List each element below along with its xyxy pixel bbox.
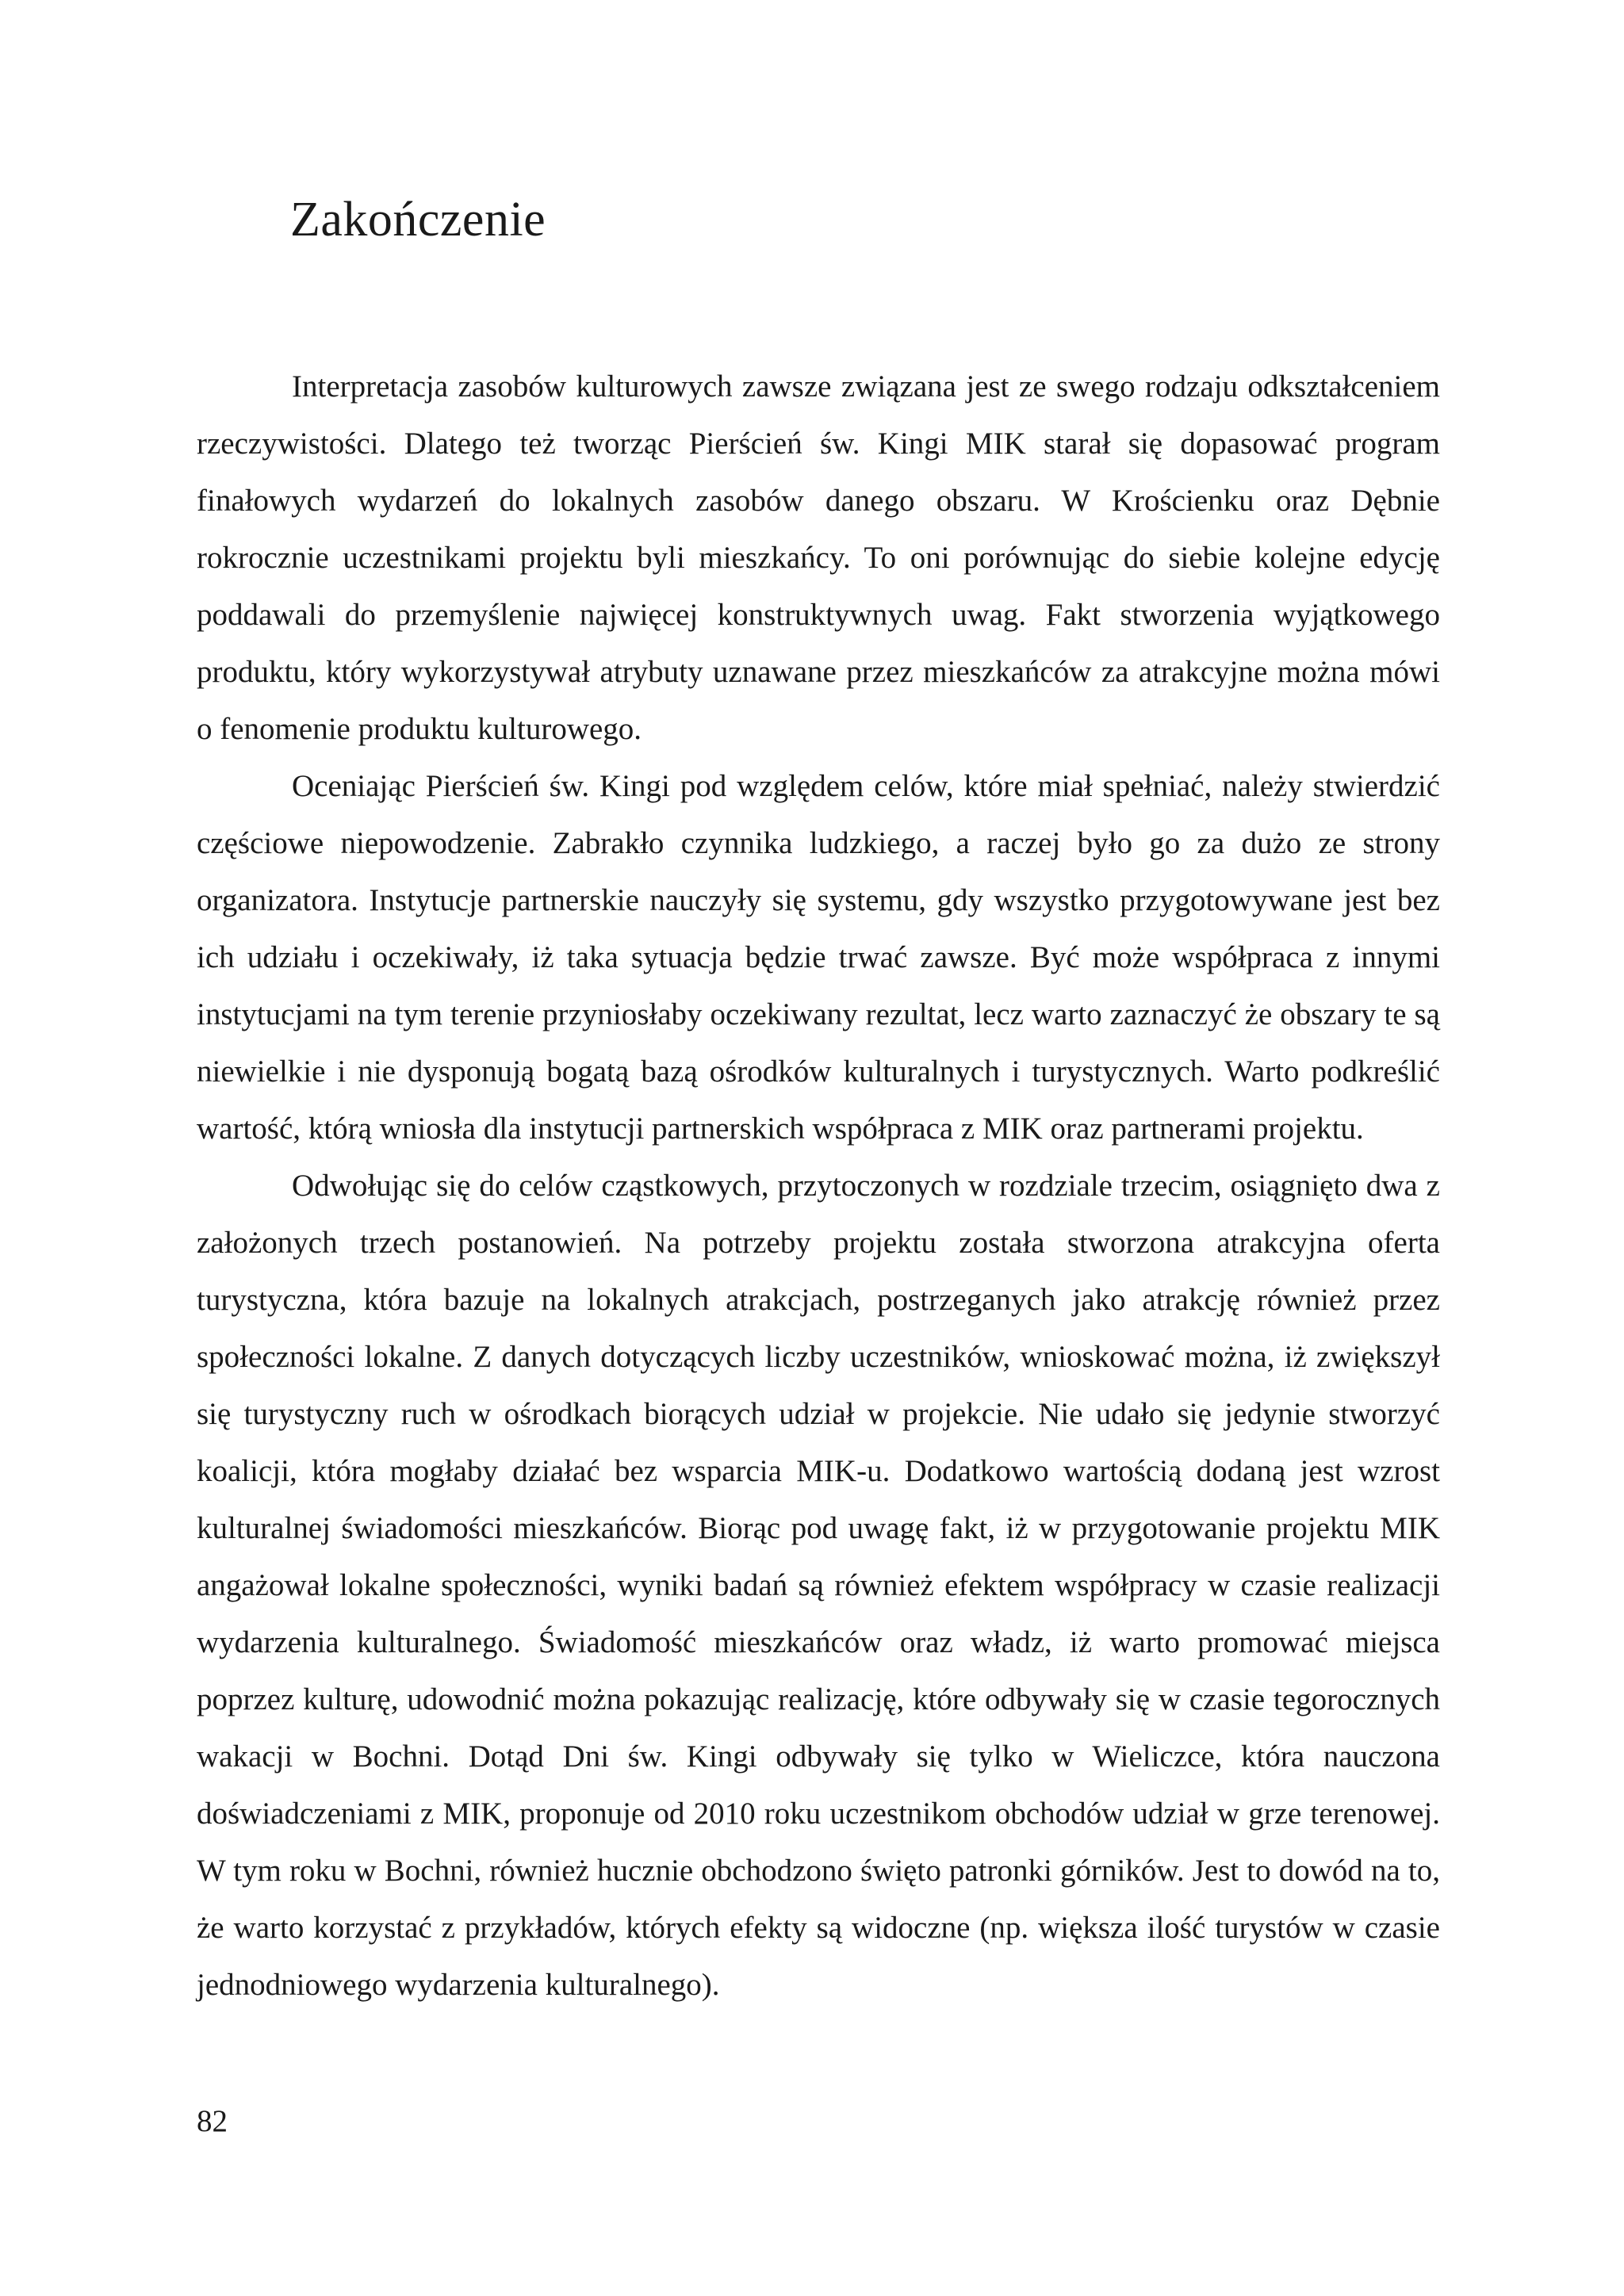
paragraph-3: Odwołując się do celów cząstkowych, przytoczonych w rozdziale trzecim, osiągnięto dwa z założonych trzech postanowień. Na potrzeby projektu została stworzona atrakcyjna oferta turystyczna, która bazuje na lokalnych atrakcjach, postrzeganych jako atrakcję również przez społeczności lokalne. Z danych dotyczących liczby uczestników, wnioskować można, iż zwiększył się turystyczny ruch w ośrodkach biorących udział w projekcie. Nie udało się jedynie stworzyć koalicji, która mogłaby działać bez wsparcia MIK-u. Dodatkowo wartością dodaną jest wzrost kulturalnej świadomości mieszkańców. Biorąc pod uwagę fakt, iż w przygotowanie projektu MIK angażował lokalne społeczności, wyniki badań są również efektem współpracy w czasie realizacji wydarzenia kulturalnego. Świadomość mieszkańców oraz władz, iż warto promować miejsca poprzez kulturę, udowodnić można pokazując realizację, które odbywały się w czasie tegorocznych wakacji w Bochni. Dotąd Dni św. Kingi odbywały się tylko w Wieliczce, która nauczona doświadczeniami z MIK, proponuje od 2010 roku uczestnikom obchodów udział w grze terenowej. W tym roku w Bochni, również hucznie obchodzono święto patronki górników. Jest to dowód na to, że warto korzystać z przykładów, których efekty są widoczne (np. większa ilość turystów w czasie jednodniowego wydarzenia kulturalnego). bbox=[197, 1169, 1440, 2002]
page-number: 82 bbox=[197, 2104, 228, 2138]
chapter-heading: Zakończenie bbox=[290, 193, 546, 247]
paragraph-1: Interpretacja zasobów kulturowych zawsze związana jest ze swego rodzaju odkształceniem rzeczywistości. Dlatego też tworząc Pierścień św. Kingi MIK starał się dopasować program finałowych wydarzeń do lokalnych zasobów danego obszaru. W Krościenku oraz Dębnie rokrocznie uczestnikami projektu byli mieszkańcy. To oni porównując do siebie kolejne edycję poddawali do przemyślenie najwięcej konstruktywnych uwag. Fakt stworzenia wyjątkowego produktu, który wykorzystywał atrybuty uznawane przez mieszkańców za atrakcyjne można mówi o fenomenie produktu kulturowego. bbox=[197, 369, 1440, 746]
body-text bbox=[197, 358, 1440, 2014]
paragraph-2: Oceniając Pierścień św. Kingi pod względem celów, które miał spełniać, należy stwierdzić częściowe niepowodzenie. Zabrakło czynnika ludzkiego, a raczej było go za dużo ze strony organizatora. Instytucje partnerskie nauczyły się systemu, gdy wszystko przygotowywane jest bez ich udziału i oczekiwały, iż taka sytuacja będzie trwać zawsze. Być może współpraca z innymi instytucjami na tym terenie przyniosłaby oczekiwany rezultat, lecz warto zaznaczyć że obszary te są niewielkie i nie dysponują bogatą bazą ośrodków kulturalnych i turystycznych. Warto podkreślić wartość, którą wniosła dla instytucji partnerskich współpraca z MIK oraz partnerami projektu. bbox=[197, 769, 1440, 1146]
